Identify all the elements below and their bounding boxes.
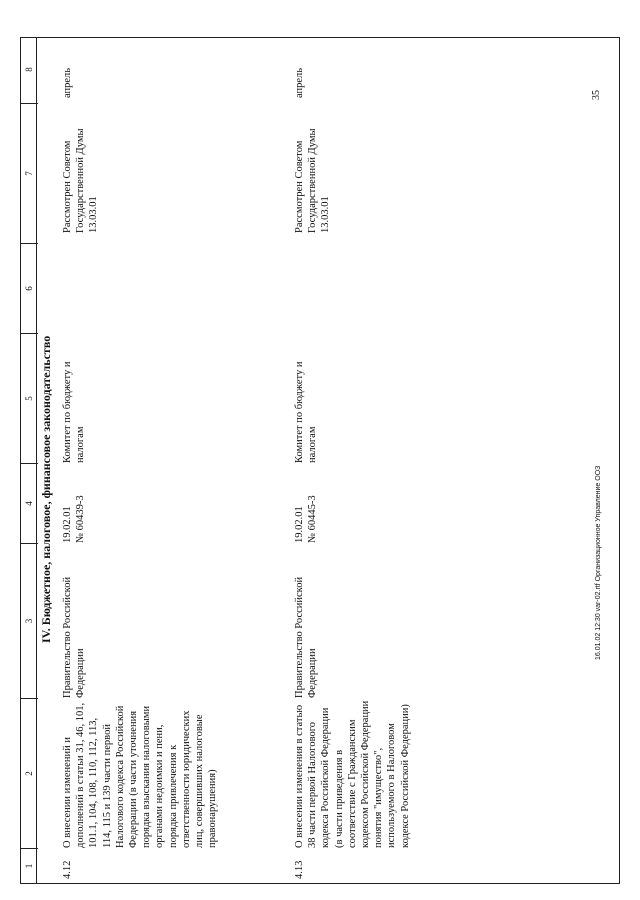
col-6: 6	[21, 243, 38, 333]
registration-number: № 60439-3	[75, 495, 86, 543]
col-3: 3	[21, 543, 38, 698]
section-title: IV. Бюджетное, налоговое, финансовое законодательство	[39, 335, 53, 643]
committee: Комитет по бюджету и налогам	[62, 361, 87, 463]
status: Рассмотрен Советом Государственной Думы 13.03.01	[294, 128, 332, 233]
col-8: 8	[24, 67, 34, 72]
registration-number: № 60445-3	[307, 495, 318, 543]
col-4: 4	[21, 463, 38, 543]
col-5: 5	[21, 333, 38, 463]
row-number: 4.13	[294, 860, 305, 879]
print-footer: 16.01.02 12:30 var-02.rtf Организационное Управление ООЗ	[595, 465, 602, 660]
col-7: 7	[21, 103, 38, 243]
initiator: Правительство Российской Федерации	[294, 576, 319, 698]
col-1: 1	[21, 848, 38, 883]
column-number-header	[20, 37, 37, 884]
planned-month: апрель	[62, 67, 73, 98]
submission-date: 19.02.01	[62, 506, 73, 543]
bill-title: О внесении изменений и дополнений в статьи 31, 46, 101, 101.1, 104, 108, 110, 112, 113, 114, 115 и 139 части первой Налогового кодекса Российской Федерации (в части уточнения порядка взыскания налоговыми органами недоимки и пени, порядка привлечения к ответственности юридических лиц, совершивших налоговые правонарушения)	[62, 702, 219, 848]
status: Рассмотрен Советом Государственной Думы 13.03.01	[62, 128, 100, 233]
row-number: 4.12	[62, 860, 73, 879]
initiator: Правительство Российской Федерации	[62, 576, 87, 698]
committee: Комитет по бюджету и налогам	[294, 361, 319, 463]
section-heading-row	[37, 37, 57, 884]
col-2: 2	[21, 698, 38, 848]
submission-date: 19.02.01	[294, 506, 305, 543]
page-number: 35	[591, 90, 602, 100]
planned-month: апрель	[294, 67, 305, 98]
rotated-table	[20, 37, 620, 884]
bill-title: О внесении изменения в статью 38 части первой Налогового кодекса Российской Федерации (в части приведения в соответствие с Гражданским кодексом Российской Федерации понятия "имущество", используемого в Налоговом кодексе Российской Федерации)	[294, 700, 411, 848]
table-body	[57, 37, 620, 884]
